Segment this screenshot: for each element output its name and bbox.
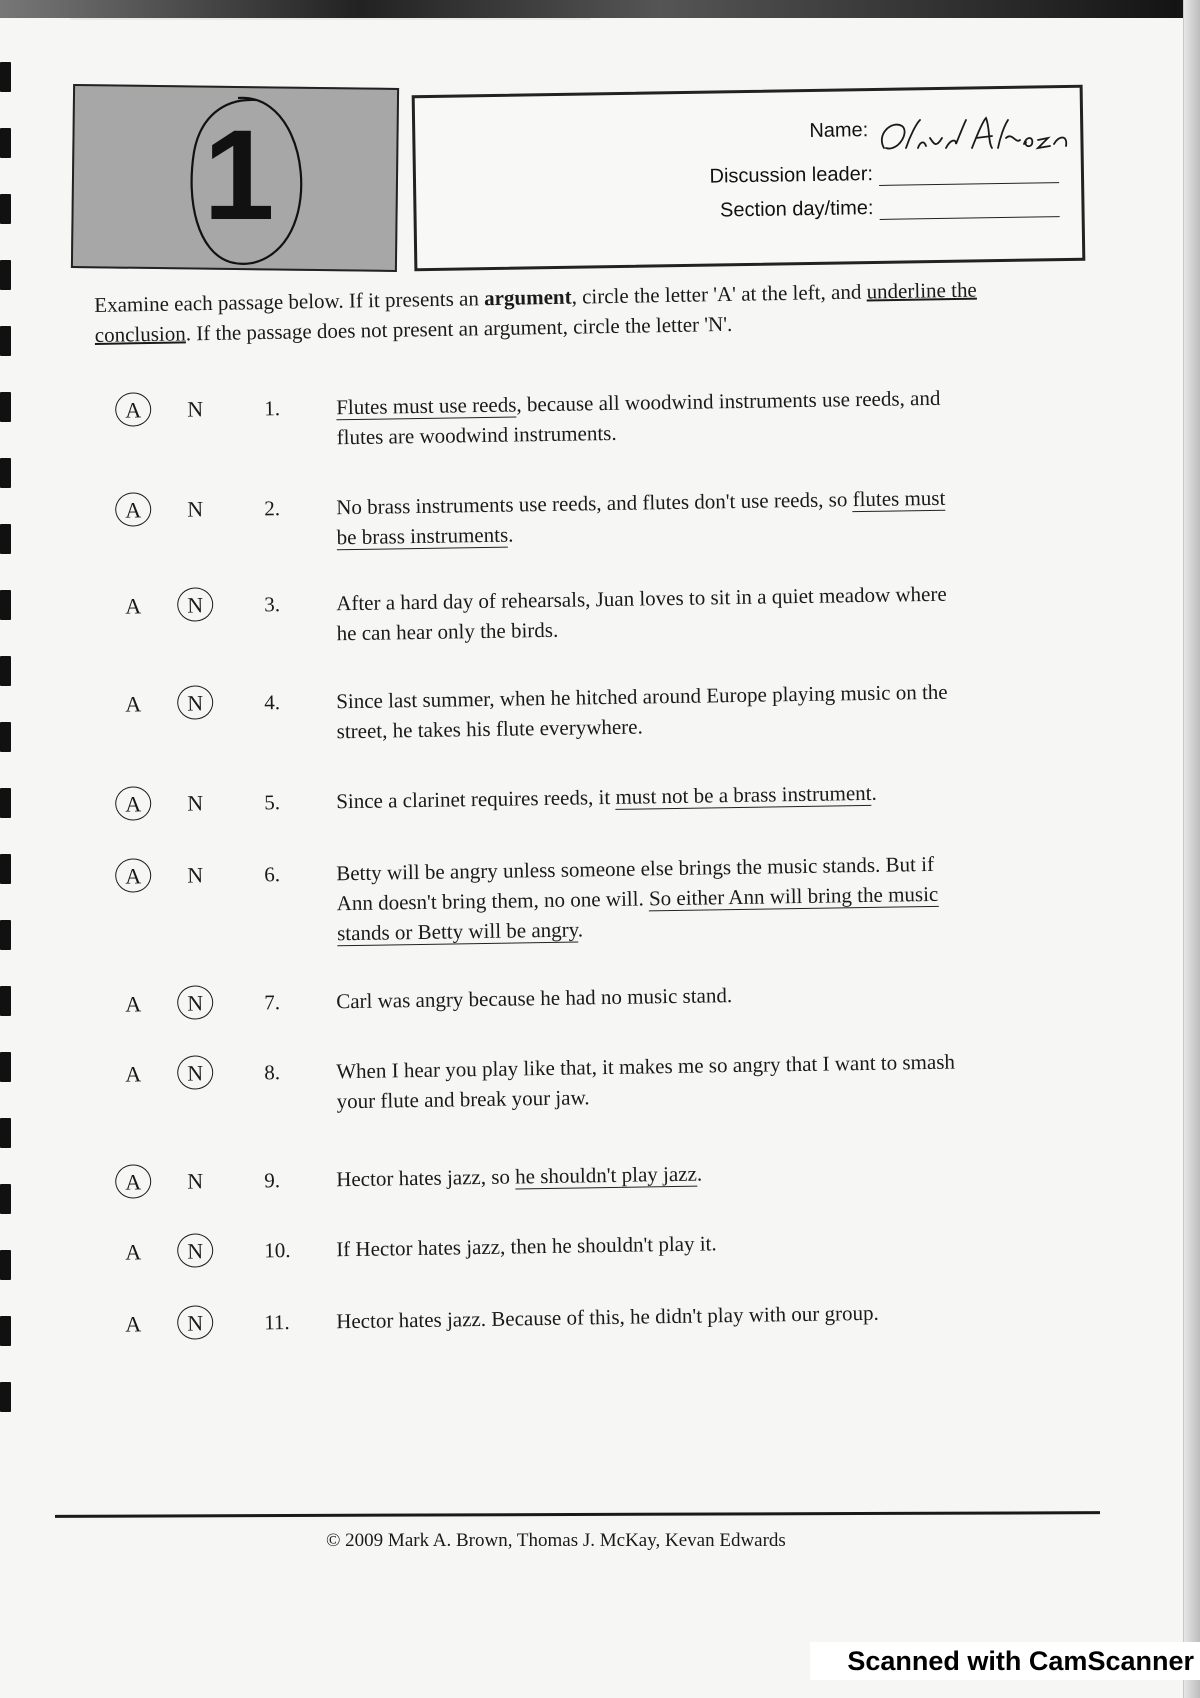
binder-hole [0,590,11,620]
choice-a-label: A [125,1311,142,1337]
choice-a-label: A [125,1239,142,1265]
choice-a-label: A [125,397,142,423]
question-segment: . [696,1161,703,1186]
binder-hole [0,128,11,158]
answer-circle [115,786,152,821]
question-segment: flutes are woodwind instruments. [336,420,617,450]
choice-n-label: N [187,990,204,1016]
choice-a-label: A [125,863,142,889]
question-segment: Hector hates jazz. Because of this, he didn't play with our group. [336,1300,879,1334]
binder-hole [0,326,11,356]
choice-a-label: A [125,791,142,817]
underlined-conclusion: stands or Betty will be angry [336,917,578,946]
question-segment: . [507,522,514,547]
question-segment: Since last summer, when he hitched around Europe playing music on the [336,679,948,714]
section-row [720,194,1060,222]
question-item [100,975,1060,1024]
choice-n-label: N [187,1310,204,1336]
binder-hole [0,1184,11,1214]
answer-circle [115,858,152,893]
binder-hole [0,986,11,1016]
question-number: 10. [264,1238,291,1263]
question-number: 6. [264,862,281,887]
binder-hole [0,194,11,224]
choice-n[interactable] [177,688,213,719]
choice-n-label: N [187,1168,204,1194]
question-text [336,1045,1037,1116]
choice-a[interactable] [115,1167,151,1198]
binder-hole [0,656,11,686]
binder-hole [0,392,11,422]
choice-a-label: A [125,991,142,1017]
choice-n[interactable] [177,590,213,621]
binder-hole [0,260,11,290]
question-segment: . [871,780,877,805]
choice-n-label: N [187,592,204,618]
binder-hole [0,1052,11,1082]
choice-a[interactable] [115,1237,151,1268]
question-line [336,775,1036,816]
camscanner-watermark: Scanned with CamScanner [810,1642,1200,1680]
binder-hole [0,458,11,488]
question-text [336,381,1037,452]
choice-n[interactable] [177,788,213,819]
choice-n[interactable] [177,860,213,891]
binder-hole [0,920,11,950]
question-number: 4. [264,690,281,715]
choice-n-label: N [187,496,204,522]
question-segment: Hector hates jazz, so [336,1164,516,1192]
instructions-text-2: , circle the letter 'A' at the left, and [571,279,867,309]
answer-circle [177,985,214,1020]
question-segment: street, he takes his flute everywhere. [336,714,643,744]
name-label: Name: [809,119,869,143]
question-item [100,1295,1060,1344]
question-text [336,1295,1036,1336]
leader-label: Discussion leader: [709,163,874,188]
question-text [336,675,1037,746]
underlined-conclusion: Flutes must use reeds [336,392,517,420]
choice-a-label: A [125,1061,142,1087]
binder-hole [0,1250,11,1280]
choice-a[interactable] [115,495,151,526]
answer-circle [115,392,152,427]
leader-row [709,160,1059,188]
question-item [100,1153,1060,1202]
binder-hole [0,1118,11,1148]
choice-n[interactable] [177,494,213,525]
page-curl [70,18,590,60]
question-text [336,1153,1036,1194]
choice-n[interactable] [177,1308,213,1339]
question-number: 7. [264,990,281,1015]
choice-n-label: N [187,690,204,716]
question-item [100,577,1061,656]
instructions-bold: argument [483,284,572,311]
answer-circle [177,1055,214,1090]
copyright: © 2009 Mark A. Brown, Thomas J. McKay, Kevan Edwards [326,1530,786,1551]
question-line [336,1223,1036,1264]
question-number: 1. [264,396,281,421]
choice-a-label: A [125,691,142,717]
question-segment: , because all woodwind instruments use reeds, and [516,385,941,417]
student-info-box [412,85,1086,272]
choice-a-label: A [125,1169,142,1195]
choice-a[interactable] [115,395,151,426]
question-line [336,1295,1036,1336]
question-segment: When I hear you play like that, it makes me so angry that I want to smash [336,1049,956,1084]
answer-circle [177,1305,214,1340]
binder-hole [0,722,11,752]
answer-circle [115,1164,152,1199]
leader-blank [879,164,1059,186]
instructions-underlined: underline the conclusion [94,277,977,347]
question-segment: Ann doesn't bring them, no one will. [336,886,650,916]
question-segment: he can hear only the birds. [336,617,559,646]
question-text [336,847,1037,948]
question-line [336,975,1036,1016]
question-text [336,975,1036,1016]
question-item [100,775,1060,824]
question-item [100,847,1061,956]
question-number: 11. [264,1310,290,1335]
choice-a[interactable] [115,591,151,622]
question-line [336,1153,1036,1194]
choice-a-label: A [125,593,142,619]
choice-a[interactable] [115,789,151,820]
question-segment: Betty will be angry unless someone else brings the music stands. But if [336,851,935,886]
underlined-conclusion: flutes must [852,485,946,512]
answer-circle [115,492,152,527]
question-item [100,675,1061,754]
choice-a-label: A [125,497,142,523]
question-segment: Since a clarinet requires reeds, it [336,784,616,814]
question-item [100,1223,1060,1272]
instructions-text-3: . If the passage does not present an argument, circle the letter 'N'. [185,311,733,346]
instructions [94,273,1075,350]
underlined-conclusion: he shouldn't play jazz [515,1161,698,1189]
underlined-conclusion: must not be a brass instrument [615,780,872,809]
scan-top-shadow [0,0,1200,18]
binder-hole [0,854,11,884]
footer-rule [55,1511,1100,1518]
question-number: 2. [264,496,281,521]
choice-n-label: N [187,1060,204,1086]
answer-circle [177,685,214,720]
question-segment: Carl was angry because he had no music stand. [336,983,733,1014]
question-segment: your flute and break your jaw. [336,1085,590,1114]
question-segment: . [577,917,584,942]
question-number: 5. [264,790,281,815]
choice-a[interactable] [115,1059,151,1090]
handwritten-signature [876,114,1076,158]
binder-hole [0,524,11,554]
choice-a[interactable] [115,1309,151,1340]
question-text [336,481,1037,552]
question-segment: No brass instruments use reeds, and flutes don't use reeds, so [336,487,853,520]
answer-circle [177,1233,214,1268]
choice-a[interactable] [115,689,151,720]
question-segment: If Hector hates jazz, then he shouldn't play it. [336,1231,717,1262]
question-segment: After a hard day of rehearsals, Juan loves to sit in a quiet meadow where [336,581,947,616]
instructions-text-1: Examine each passage below. If it presents an [94,286,485,317]
underlined-conclusion: be brass instruments [336,522,509,550]
choice-n-label: N [187,1238,204,1264]
binder-hole [0,1382,11,1412]
page-edge [1183,0,1200,1698]
question-number: 9. [264,1168,281,1193]
question-number: 3. [264,592,281,617]
section-label: Section day/time: [719,197,874,222]
question-number: 8. [264,1060,281,1085]
question-text [336,775,1036,816]
question-text [336,577,1037,648]
choice-a[interactable] [115,861,151,892]
choice-n-label: N [187,396,204,422]
choice-n[interactable] [177,1236,213,1267]
underlined-conclusion: So either Ann will bring the music [648,881,939,911]
question-item [100,1045,1061,1124]
choice-a[interactable] [115,989,151,1020]
choice-n[interactable] [177,988,213,1019]
binder-hole [0,1316,11,1346]
worksheet-number: 1 [203,104,275,247]
choice-n[interactable] [177,1058,213,1089]
choice-n[interactable] [177,394,213,425]
section-blank [879,198,1059,220]
question-item [100,381,1061,460]
hand-drawn-circle [178,92,318,272]
binder-hole [0,788,11,818]
binder-hole [0,62,11,92]
question-text [336,1223,1036,1264]
choice-n-label: N [187,790,204,816]
answer-circle [177,587,214,622]
question-item [100,481,1061,560]
choice-n-label: N [187,862,204,888]
choice-n[interactable] [177,1166,213,1197]
